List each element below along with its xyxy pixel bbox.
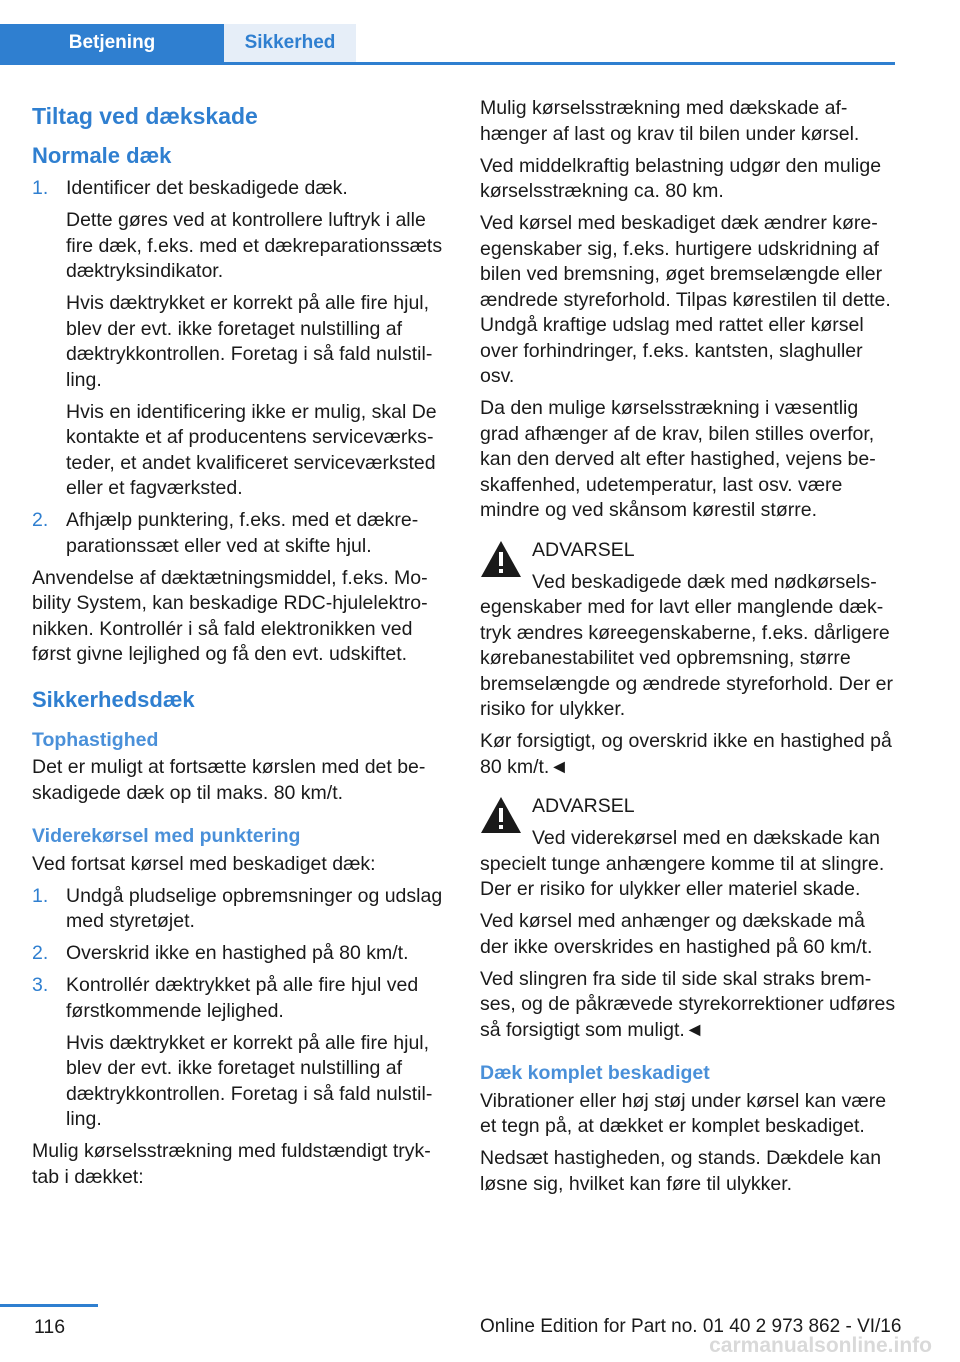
paragraph-range-moderate-load: Ved middelkraftig belastning udgør den mulige kørselsstrækning ca. 80 km. — [480, 154, 882, 202]
warning-box-trailer — [480, 794, 898, 1043]
step-text: Undgå pludselige opbremsninger og udslag med styretøjet. — [66, 884, 443, 932]
step-paragraph: Hvis en identificering ikke er mulig, skal De kontakte et af producentens serviceværksteder, et andet kvalificeret serviceværksted eller et fagværksted. — [66, 400, 437, 499]
right-column — [480, 96, 898, 1204]
step-text: Afhjælp punktering, f.eks. med et dækreparationssæt eller ved at skifte hjul. — [66, 509, 419, 557]
subheading-tire-fully-damaged: Dæk komplet beskadiget — [480, 1062, 710, 1084]
step-text: Identificer det beskadigede dæk. — [66, 177, 348, 199]
watermark: carmanualsonline.info — [709, 1334, 932, 1357]
paragraph-reduce-speed: Nedsæt hastigheden, og stands. Dækdele kan løsne sig, hvilket kan føre til ulykker. — [480, 1147, 882, 1195]
warning-triangle-icon — [480, 796, 522, 834]
warning-text: Ved viderekørsel med en dækskade kan specielt tunge anhængere komme til at slingre. Der er risiko for ulykker eller materiel skade. — [480, 827, 885, 900]
step-number: 1. — [32, 177, 49, 199]
step-number: 1. — [32, 884, 49, 907]
list-item — [32, 884, 450, 935]
page-number: 116 — [34, 1316, 66, 1338]
left-column — [32, 96, 450, 1197]
step-text: Overskrid ikke en hastighed på 80 km/t. — [66, 942, 409, 964]
step-text: Kontrollér dæktrykket på alle fire hjul ved førstkommende lejlighed. — [66, 974, 419, 1022]
section-tab-bar — [0, 24, 895, 65]
warning-triangle-icon — [480, 540, 522, 578]
list-item — [32, 508, 450, 559]
step-number: 2. — [32, 509, 49, 531]
paragraph-vibrations: Vibrationer eller høj støj under kørsel kan være et tegn på, at dækket er komplet beskadiget. — [480, 1089, 887, 1137]
footer-rule — [0, 1304, 98, 1307]
tab-sikkerhed[interactable]: Sikkerhed — [224, 24, 356, 62]
paragraph-top-speed: Det er muligt at fortsætte kørslen med det beskadigede dæk op til maks. 80 km/t. — [32, 756, 426, 804]
warning-label: ADVARSEL — [532, 538, 635, 561]
list-item — [32, 973, 450, 1133]
tab-betjening[interactable]: Betjening — [0, 24, 224, 62]
subheading-continued-driving: Viderekørsel med punktering — [32, 825, 301, 847]
section-heading-normal-tires: Normale dæk — [32, 143, 172, 168]
step-paragraph: Hvis dæktrykket er korrekt på alle fire hjul, blev der evt. ikke foretaget nulstilling af dæktrykkontrollen. Foretag i så fald nulstilling. — [66, 292, 433, 391]
warning-text-end: Ved slingren fra side til side skal straks bremses, og de påkrævede styrekorrektioner udføres så forsigtigt som muligt.◄ — [480, 967, 896, 1041]
subheading-top-speed: Tophastighed — [32, 728, 159, 751]
step-paragraph: Hvis dæktrykket er korrekt på alle fire hjul, blev der evt. ikke foretaget nulstilling af dæktrykkontrollen. Foretag i så fald nulstilling. — [66, 1031, 433, 1130]
edition-note: Online Edition for Part no. 01 40 2 973 862 - VI/16 — [480, 1316, 902, 1337]
warning-label: ADVARSEL — [532, 795, 635, 817]
paragraph-range-variation: Da den mulige kørselsstrækning i væsentlig grad afhænger af de krav, bilen stilles overfor, kan den derved alt efter hastighed, vejens beskaffenhed, udetemperatur, last osv. være mindre og ved skånsom kørestil større. — [480, 397, 876, 521]
list-item — [32, 176, 450, 502]
paragraph-rdc-warning: Anvendelse af dæktætningsmiddel, f.eks. Mobility System, kan beskadige RDC-hjulelektronikken. Kontrollér i så fald elektronikken ved først givne lejlighed og få den evt. udskiftet. — [32, 566, 428, 665]
warning-box-runflat — [480, 538, 898, 781]
step-paragraph: Dette gøres ved at kontrollere luftryk i alle fire dæk, f.eks. med et dækreparationssæts dæktryksindikator. — [66, 209, 443, 282]
paragraph-range-depends: Mulig kørselsstrækning med dækskade afhænger af last og krav til bilen under kørsel. — [480, 97, 860, 145]
paragraph-range-full-loss: Mulig kørselsstrækning med fuldstændigt tryktab i dækket: — [32, 1140, 431, 1188]
steps-continued-driving — [32, 884, 450, 1133]
paragraph-continued-driving: Ved fortsat kørsel med beskadiget dæk: — [32, 852, 376, 875]
step-number: 3. — [32, 974, 49, 996]
list-item — [32, 941, 450, 967]
section-heading-safety-tires: Sikkerhedsdæk — [32, 686, 195, 712]
steps-normal-tires — [32, 176, 450, 559]
page-title: Tiltag ved dækskade — [32, 103, 258, 129]
step-number: 2. — [32, 942, 49, 964]
warning-text: Ved beskadigede dæk med nødkørselsegenskaber med for lavt eller manglende dæktryk ændres køreegenskaberne, f.eks. dårligere kørebanestabilitet ved opbremsning, større bremselængde og ændrede styreforhold. Der er risiko for ulykker. — [480, 570, 893, 720]
paragraph-handling-changes: Ved kørsel med beskadiget dæk ændrer køreegenskaber sig, f.eks. hurtigere udskridning af bilen ved bremsning, øget bremselængde eller ændrede styreforhold. Tilpas kørestilen til dette. Undgå kraftige udslag med rattet eller kørsel over forhindringer, f.eks. kantsten, slaghuller osv. — [480, 212, 891, 387]
warning-text-end: Kør forsigtigt, og overskrid ikke en hastighed på 80 km/t.◄ — [480, 730, 892, 778]
warning-text-trailer-speed: Ved kørsel med anhænger og dækskade må der ikke overskrides en hastighed på 60 km/t. — [480, 910, 873, 958]
